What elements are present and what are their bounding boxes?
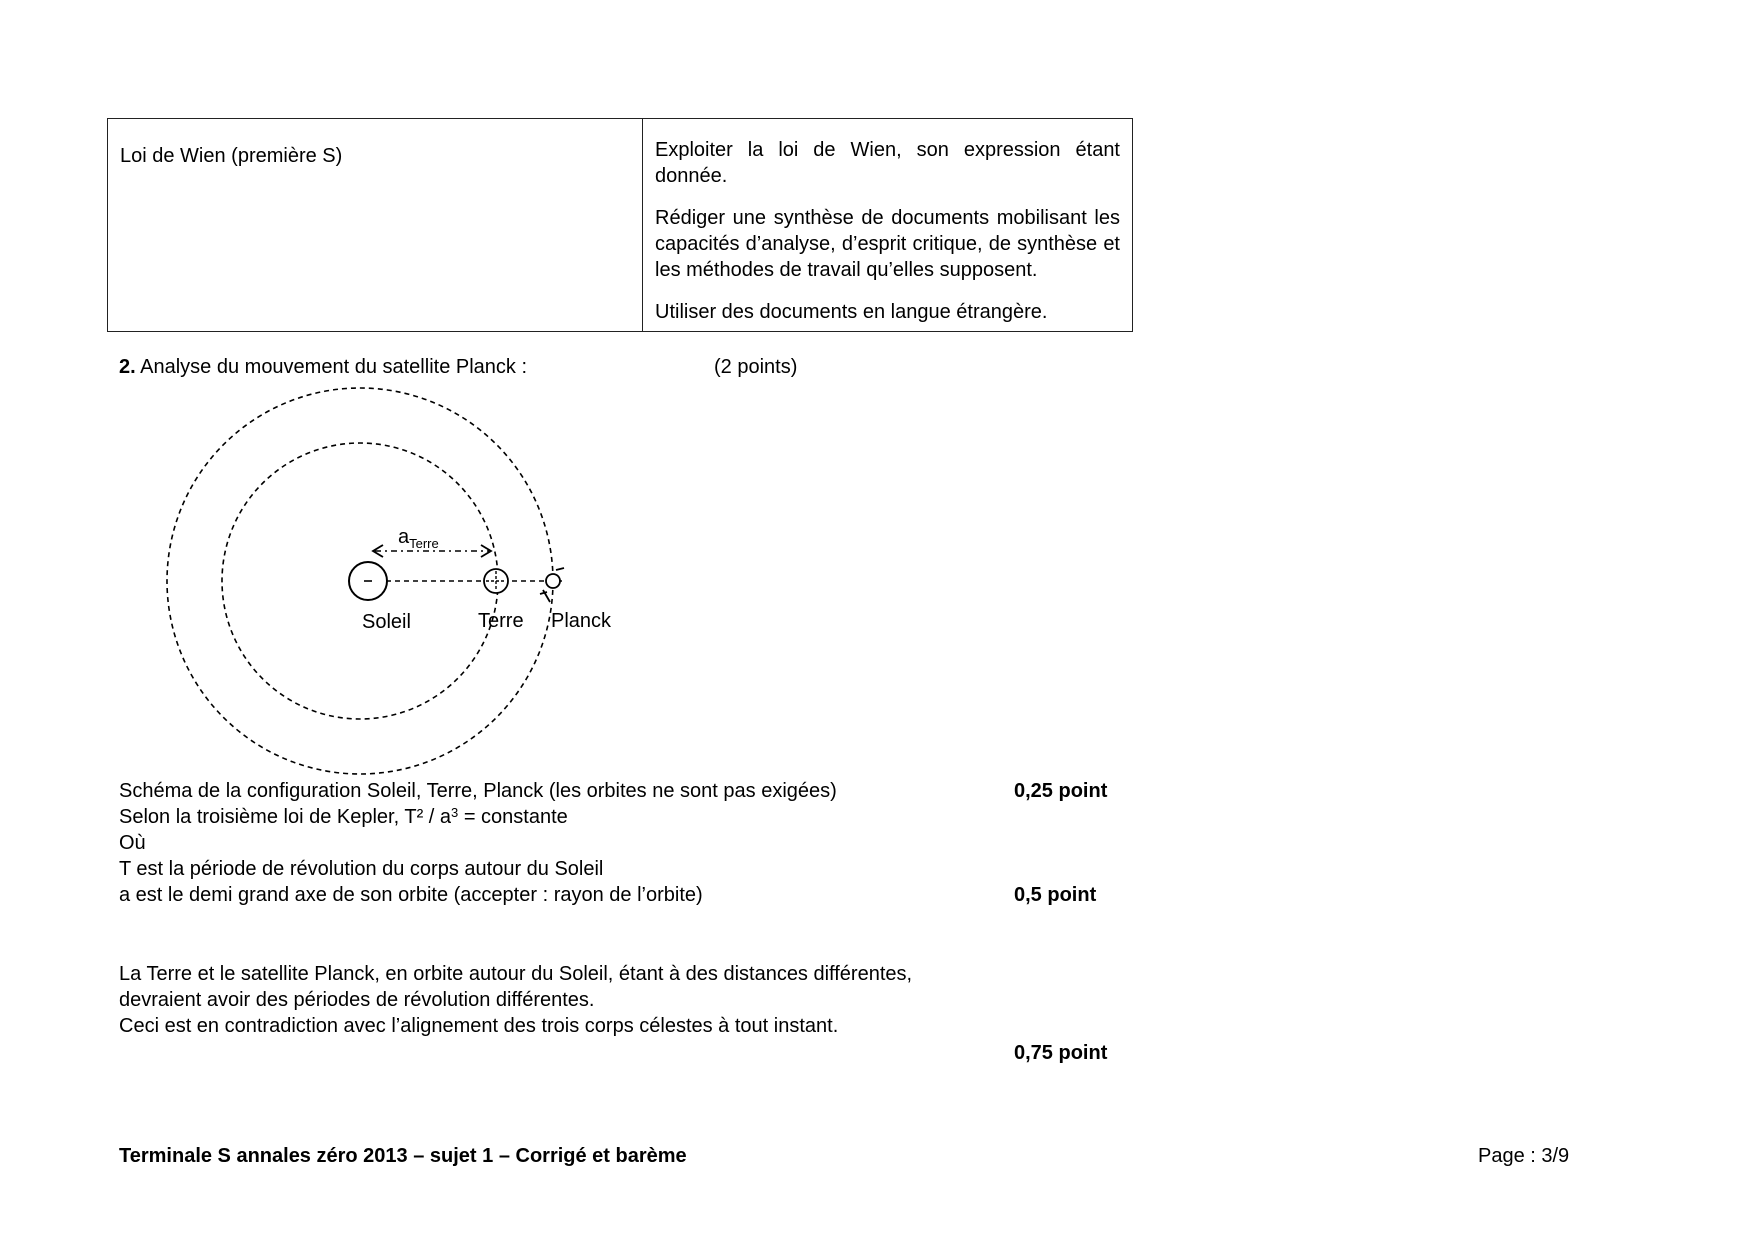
table-left-text: Loi de Wien (première S) xyxy=(120,145,343,167)
table-left-cell xyxy=(108,119,643,332)
schema-line: Schéma de la configuration Soleil, Terre, Planck (les orbites ne sont pas exigées) xyxy=(119,780,837,802)
section-title: Analyse du mouvement du satellite Planck : xyxy=(140,356,528,378)
page-number: Page : 3/9 xyxy=(1478,1145,1570,1167)
table-right-item: Rédiger une synthèse de documents mobilisant les capacités d’analyse, d’esprit critique, de synthèse et les méthodes de travail qu’elles supposent. xyxy=(655,207,1120,281)
score-schema: 0,25 point xyxy=(1014,780,1108,802)
orbit-diagram xyxy=(150,380,630,780)
sun-label: Soleil xyxy=(362,611,411,633)
section-points: (2 points) xyxy=(714,356,798,378)
competences-table xyxy=(107,118,1133,332)
conclusion-line: devraient avoir des périodes de révolution différentes. xyxy=(119,989,595,1011)
planck-satellite-icon xyxy=(540,568,564,602)
table-right-item: Utiliser des documents en langue étrangère. xyxy=(655,301,1048,323)
kepler-law: Selon la troisième loi de Kepler, $T^2 / a^3$ = constante xyxy=(119,805,568,828)
ou-line: Où xyxy=(119,832,146,854)
earth-label: Terre xyxy=(478,610,524,632)
conclusion-line: La Terre et le satellite Planck, en orbite autour du Soleil, étant à des distances différentes, xyxy=(119,963,913,985)
score-conclusion: 0,75 point xyxy=(1014,1042,1108,1064)
table-right-cell xyxy=(643,119,1133,332)
section-number: 2. xyxy=(119,356,136,378)
score-kepler: 0,5 point xyxy=(1014,884,1097,906)
section-heading xyxy=(119,354,527,380)
conclusion-line: Ceci est en contradiction avec l’alignement des trois corps célestes à tout instant. xyxy=(119,1015,839,1037)
a-definition: a est le demi grand axe de son orbite (accepter : rayon de l’orbite) xyxy=(119,884,703,906)
footer-title: Terminale S annales zéro 2013 – sujet 1 – Corrigé et barème xyxy=(119,1145,687,1167)
distance-label: $a_{Terre}$ xyxy=(398,526,439,551)
t-definition: T est la période de révolution du corps autour du Soleil xyxy=(119,858,604,880)
planck-label: Planck xyxy=(551,610,612,632)
table-right-item: Exploiter la loi de Wien, son expression étant donnée. xyxy=(655,139,1120,187)
